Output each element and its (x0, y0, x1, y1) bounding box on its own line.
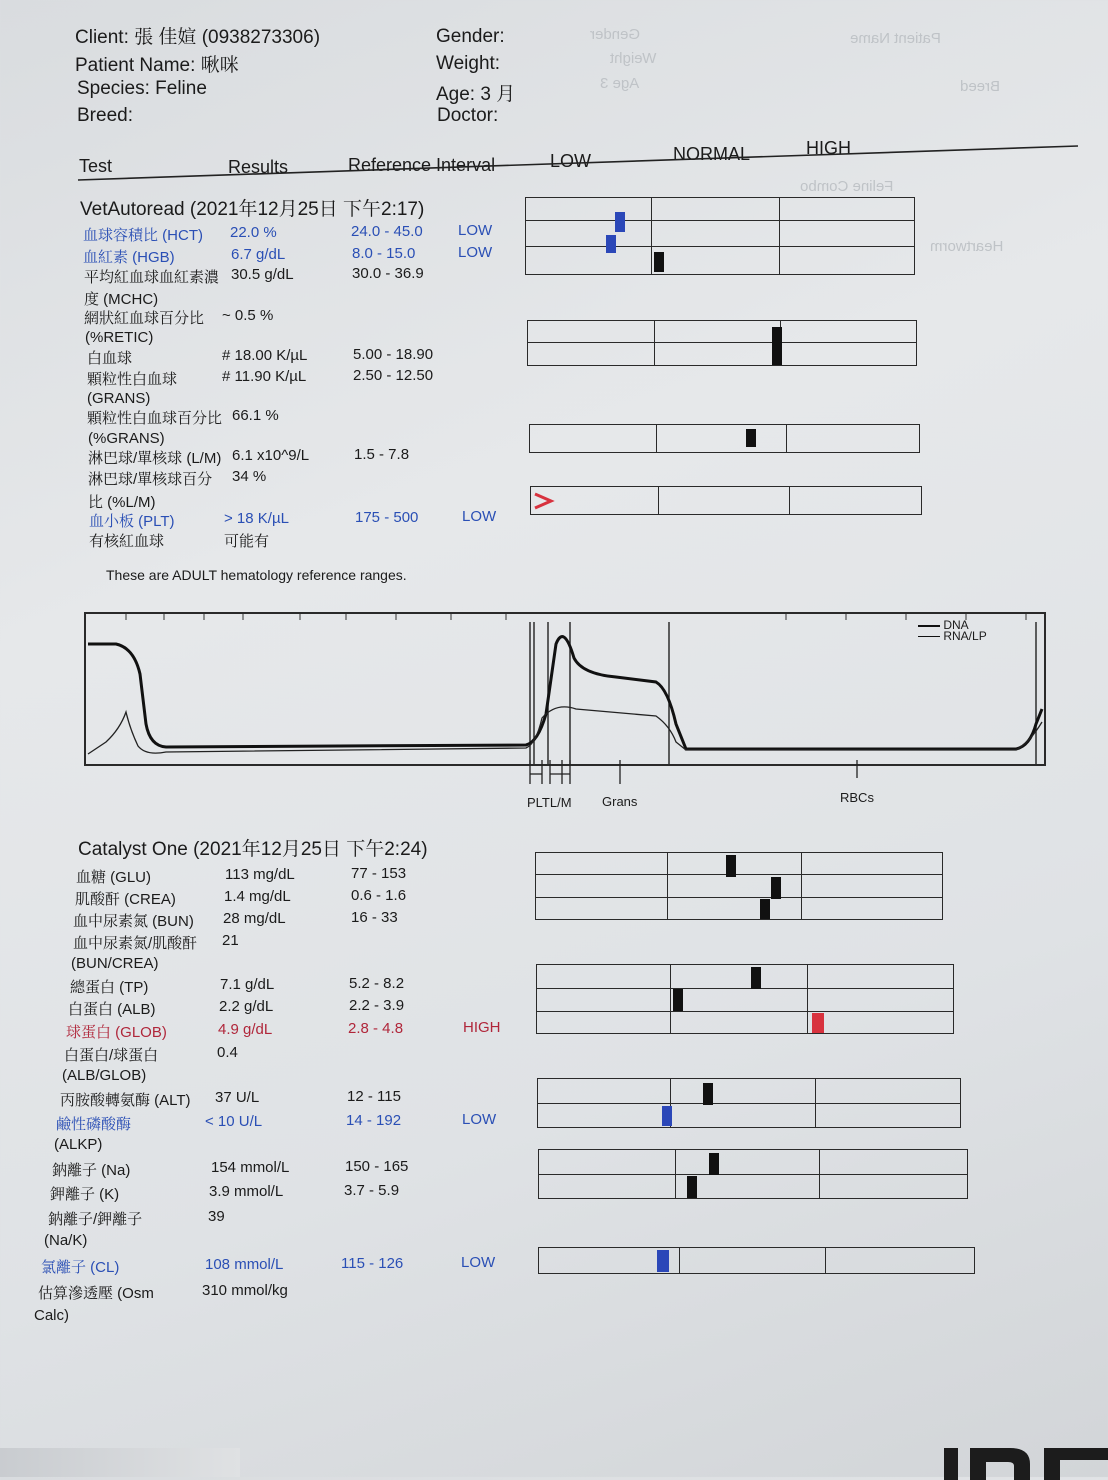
test-result: 37 U/L (215, 1089, 260, 1106)
test-name: 白血球 (87, 350, 133, 367)
test-result: 6.1 x10^9/L (232, 447, 310, 464)
species-value: Feline (155, 78, 207, 99)
legend-dna: DNA (918, 620, 987, 631)
test-name: 丙胺酸轉氨酶 (ALT) (60, 1092, 191, 1109)
test-name: Calc) (34, 1307, 70, 1324)
result-flag: LOW (461, 1254, 496, 1271)
reference-interval: 0.6 - 1.6 (351, 887, 407, 904)
test-result: 3.9 mmol/L (209, 1183, 284, 1200)
test-name: 總蛋白 (TP) (70, 979, 149, 996)
col-high: HIGH (806, 138, 851, 158)
test-result: 39 (208, 1208, 225, 1225)
cl-range-box (538, 1247, 975, 1274)
lm-range-box (529, 424, 920, 453)
doctor-line: Doctor: (437, 105, 499, 126)
k-result-marker (687, 1176, 697, 1198)
histogram-ticks (126, 614, 1026, 620)
patient-name-line: Patient Name: 啾咪 (75, 55, 239, 76)
show-through-text: Patient Name (850, 30, 941, 47)
show-through-text: Breed (960, 78, 1001, 95)
test-result: 113 mg/dL (225, 866, 295, 883)
weight-line: Weight: (436, 53, 501, 74)
age-value: 3 月 (480, 84, 516, 105)
reference-interval: 2.50 - 12.50 (353, 367, 434, 384)
test-result: 21 (222, 932, 239, 949)
test-name: (Na/K) (44, 1232, 88, 1249)
show-through-text: Gender (590, 26, 641, 43)
test-name: (ALB/GLOB) (62, 1067, 147, 1084)
test-result: 2.2 g/dL (219, 998, 274, 1015)
reference-interval: 1.5 - 7.8 (354, 446, 410, 463)
histogram-legend (918, 620, 987, 642)
crea-result-marker (771, 877, 781, 899)
page-edge-shadow (0, 1448, 240, 1477)
test-result: 108 mmol/L (205, 1256, 284, 1273)
test-name: (%RETIC) (85, 329, 154, 346)
hct-result-marker (615, 212, 625, 232)
reference-interval: 12 - 115 (347, 1088, 401, 1105)
cell-histogram (84, 612, 1046, 766)
hct-hgb-mchc-range-box (525, 197, 915, 275)
mchc-result-marker (654, 252, 664, 272)
test-name: 肌酸酐 (CREA) (75, 891, 176, 908)
test-result: 0.4 (217, 1044, 238, 1061)
test-result: 28 mg/dL (223, 910, 286, 927)
test-name: 血紅素 (HGB) (83, 249, 175, 266)
test-result: 4.9 g/dL (218, 1021, 273, 1038)
plt-range-box (530, 486, 922, 515)
test-result: 34 % (232, 468, 267, 485)
reference-interval: 30.0 - 36.9 (352, 265, 424, 282)
glob-result-marker (812, 1013, 824, 1033)
test-name: (%GRANS) (88, 430, 165, 447)
test-name: (ALKP) (54, 1136, 103, 1153)
reference-note: These are ADULT hematology reference ranges. (106, 567, 407, 583)
glu-crea-bun-range-box (535, 852, 943, 920)
test-name: 比 (%L/M) (88, 494, 156, 511)
result-flag: LOW (462, 508, 497, 525)
reference-interval: 14 - 192 (346, 1112, 402, 1129)
reference-interval: 24.0 - 45.0 (351, 223, 423, 240)
result-flag: HIGH (463, 1019, 501, 1036)
test-name: 平均紅血球血紅素濃 (84, 269, 220, 286)
show-through-text: Feline Combo (800, 178, 894, 195)
test-name: 網狀紅血球百分比 (84, 310, 205, 327)
alt-result-marker (703, 1083, 713, 1105)
test-name: 估算滲透壓 (Osm (38, 1285, 154, 1302)
header-rule (75, 140, 1085, 190)
legend-rna-lp: RNA/LP (918, 631, 987, 642)
test-result: < 10 U/L (205, 1113, 263, 1130)
bun-result-marker (760, 899, 770, 919)
test-name: 血中尿素氮/肌酸酐 (73, 935, 198, 952)
test-result: 可能有 (224, 533, 270, 550)
reference-interval: 8.0 - 15.0 (352, 245, 416, 262)
reference-interval: 5.2 - 8.2 (349, 975, 405, 992)
test-name: (BUN/CREA) (71, 955, 159, 972)
reference-interval: 3.7 - 5.9 (344, 1182, 400, 1199)
col-low: LOW (550, 151, 592, 171)
reference-interval: 2.2 - 3.9 (349, 997, 405, 1014)
reference-interval: 150 - 165 (345, 1158, 409, 1175)
alb-result-marker (673, 989, 683, 1011)
show-through-text: Age 3 (600, 75, 640, 92)
tp-result-marker (751, 967, 761, 989)
age-line: Age: 3 月 (436, 84, 516, 105)
test-name: 血糖 (GLU) (76, 869, 152, 886)
cl-result-marker (657, 1250, 669, 1272)
result-flag: LOW (462, 1111, 497, 1128)
histogram-label-plt-lm: PLTL/M (527, 795, 572, 810)
col-test: Test (79, 156, 113, 176)
alkp-result-marker (662, 1106, 672, 1126)
histogram-plot (86, 614, 1044, 764)
gender-line: Gender: (436, 26, 505, 47)
test-result: 1.4 mg/dL (224, 888, 291, 905)
wbc-grans-result-marker (772, 327, 782, 365)
col-normal: NORMAL (673, 144, 751, 164)
test-result: 154 mmol/L (211, 1159, 290, 1176)
test-name: 白蛋白/球蛋白 (64, 1047, 159, 1064)
test-name: 淋巴球/單核球 (L/M) (88, 450, 222, 467)
histogram-label-grans: Grans (602, 794, 638, 809)
reference-interval: 5.00 - 18.90 (353, 346, 434, 363)
test-name: 鹼性磷酸酶 (56, 1116, 132, 1133)
test-name: (GRANS) (87, 390, 151, 407)
test-result: 310 mmol/kg (202, 1282, 288, 1299)
idexx-logo (940, 1440, 1108, 1480)
test-result: 22.0 % (230, 224, 277, 241)
test-name: 顆粒性白血球 (87, 371, 178, 388)
test-name: 白蛋白 (ALB) (68, 1001, 156, 1018)
test-name: 鈉離子 (Na) (52, 1162, 131, 1179)
test-name: 鉀離子 (K) (50, 1186, 120, 1203)
reference-interval: 115 - 126 (341, 1255, 404, 1272)
test-name: 球蛋白 (GLOB) (66, 1024, 167, 1041)
lm-result-marker (746, 429, 756, 447)
reference-interval: 175 - 500 (355, 509, 419, 526)
test-result: ~ 0.5 % (222, 307, 274, 324)
reference-interval: 2.8 - 4.8 (348, 1020, 404, 1037)
test-result: 7.1 g/dL (220, 976, 275, 993)
species-line: Species: Feline (77, 78, 207, 99)
glu-result-marker (726, 855, 736, 877)
test-result: > 18 K/µL (224, 510, 289, 527)
test-result: 66.1 % (232, 407, 279, 424)
reference-interval: 77 - 153 (351, 865, 407, 882)
test-name: 鈉離子/鉀離子 (48, 1211, 143, 1228)
reference-interval: 16 - 33 (351, 909, 398, 926)
test-name: 血小板 (PLT) (89, 513, 175, 530)
result-flag: LOW (458, 244, 493, 261)
patient-name-value: 啾咪 (200, 55, 239, 76)
test-result: # 11.90 K/µL (222, 368, 307, 385)
test-name: 淋巴球/單核球百分 (88, 471, 213, 488)
na-result-marker (709, 1153, 719, 1175)
show-through-text: Heartworm (930, 238, 1004, 255)
test-name: 度 (MCHC) (84, 291, 159, 308)
hgb-result-marker (606, 235, 616, 253)
wbc-grans-range-box (527, 320, 917, 366)
test-result: 6.7 g/dL (231, 246, 286, 263)
tp-alb-glob-range-box (536, 964, 954, 1034)
test-name: 氯離子 (CL) (41, 1259, 120, 1276)
col-reference: Reference Interval (348, 155, 496, 175)
col-results: Results (228, 157, 289, 177)
test-result: # 18.00 K/µL (222, 347, 308, 364)
histogram-label-rbcs: RBCs (840, 790, 874, 805)
client-line: Client: 張 佳媗 (0938273306) (75, 27, 321, 48)
test-result: 30.5 g/dL (231, 266, 294, 283)
hematology-title: VetAutoread (2021年12月25日 下午2:17) (80, 199, 425, 220)
show-through-text: Weight (610, 50, 657, 67)
test-name: 顆粒性白血球百分比 (87, 410, 223, 427)
na-k-range-box (538, 1149, 968, 1199)
dna-curve (88, 637, 1042, 749)
client-value: 張 佳媗 (0938273306) (134, 27, 321, 48)
test-name: 血中尿素氮 (BUN) (73, 913, 194, 930)
result-flag: LOW (458, 222, 493, 239)
histogram-axis-markers (520, 760, 890, 790)
breed-line: Breed: (77, 105, 133, 126)
alt-alkp-range-box (537, 1078, 961, 1128)
histogram-gates (530, 622, 1036, 764)
test-name: 血球容積比 (HCT) (83, 227, 203, 244)
test-name: 有核紅血球 (89, 533, 165, 550)
chemistry-title: Catalyst One (2021年12月25日 下午2:24) (78, 839, 428, 860)
plt-offscale-arrow-icon (533, 492, 555, 510)
